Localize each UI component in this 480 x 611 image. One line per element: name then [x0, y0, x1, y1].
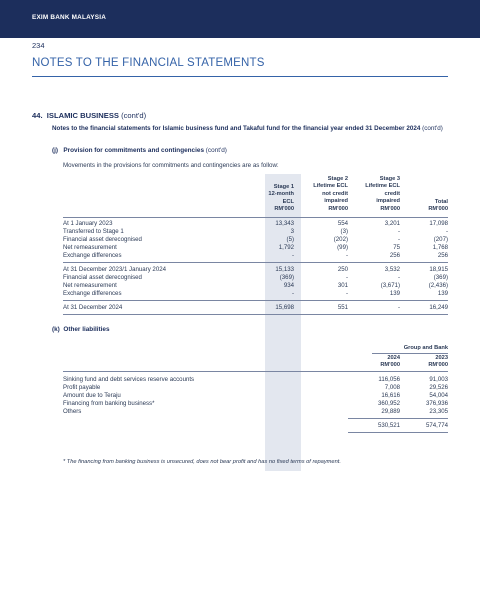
col-header-stage2: Stage 2 Lifetime ECL not credit impaired RM'000	[313, 176, 348, 212]
cell-stage3: -	[397, 274, 400, 281]
cell-stage3: (3,671)	[380, 282, 400, 289]
cell-stage2: 250	[337, 266, 348, 273]
section-number: 44.	[32, 111, 43, 120]
section-title: ISLAMIC BUSINESS	[46, 111, 119, 120]
cell-2024: 16,616	[381, 392, 400, 399]
cell-stage2: 551	[337, 304, 348, 311]
table-k-total-rule-top	[348, 418, 448, 419]
total-2023: 574,774	[425, 422, 448, 429]
table-k-header-rule	[63, 371, 448, 372]
cell-stage1: 934	[283, 282, 294, 289]
cell-stage2: (3)	[340, 228, 348, 235]
table-k-total-rule-bottom	[348, 432, 448, 433]
cell-2023: 23,305	[429, 408, 448, 415]
cell-2023: 54,004	[429, 392, 448, 399]
row-label: Profit payable	[63, 384, 101, 391]
table-j-subtotal-rule	[63, 262, 448, 263]
row-label: Financial asset derecognised	[63, 236, 142, 243]
footnote: * The financing from banking business is unsecured, does not bear profit and has no fixed terms of repayment.	[63, 459, 341, 465]
row-label: At 1 January 2023	[63, 220, 113, 227]
cell-total: -	[445, 228, 448, 235]
cell-stage1: (5)	[286, 236, 294, 243]
group-and-bank-header: Group and Bank	[403, 345, 448, 351]
cell-total: 139	[437, 290, 448, 297]
subsection-k-letter: (k)	[52, 326, 60, 333]
cell-total: (2,436)	[428, 282, 448, 289]
row-label: Financing from banking business*	[63, 400, 155, 407]
row-label: Sinking fund and debt services reserve accounts	[63, 376, 195, 383]
row-label: Financial asset derecognised	[63, 274, 142, 281]
intro-text: Notes to the financial statements for Islamic business fund and Takaful fund for the financial year ended 31 December 2024	[52, 125, 421, 132]
cell-stage3: 256	[389, 252, 400, 259]
cell-stage3: 139	[389, 290, 400, 297]
cell-2023: 91,003	[429, 376, 448, 383]
cell-stage1: (369)	[279, 274, 294, 281]
page-number: 234	[32, 41, 45, 50]
cell-total: (207)	[433, 236, 448, 243]
group-header-rule	[372, 353, 448, 354]
cell-stage2: -	[345, 290, 348, 297]
page-title: NOTES TO THE FINANCIAL STATEMENTS	[32, 57, 265, 69]
cell-stage1: 3	[290, 228, 294, 235]
cell-2023: 376,936	[425, 400, 448, 407]
cell-stage3: -	[397, 236, 400, 243]
cell-2023: 29,526	[429, 384, 448, 391]
cell-stage2: 301	[337, 282, 348, 289]
col-header-2024: 2024 RM'000	[380, 355, 400, 369]
row-label: Transferred to Stage 1	[63, 228, 124, 235]
cell-stage2: (99)	[337, 244, 348, 251]
table-j-header-rule	[63, 217, 448, 218]
intro-cont: (cont'd)	[422, 125, 443, 132]
row-label: Others	[63, 408, 82, 415]
cell-stage3: -	[397, 228, 400, 235]
cell-total: 1,768	[432, 244, 448, 251]
cell-stage2: (202)	[333, 236, 348, 243]
cell-stage3: 75	[393, 244, 400, 251]
cell-stage2: -	[345, 274, 348, 281]
stage1-column-shade	[265, 174, 301, 471]
cell-stage1: 15,698	[275, 304, 294, 311]
cell-stage3: 3,532	[384, 266, 400, 273]
intro-paragraph	[52, 125, 452, 133]
cell-stage1: 15,133	[275, 266, 294, 273]
cell-stage3: -	[397, 304, 400, 311]
row-label: Exchange differences	[63, 252, 122, 259]
section-cont: (cont'd)	[121, 111, 147, 120]
cell-stage1: -	[291, 290, 294, 297]
col-header-total: Total RM'000	[428, 199, 448, 213]
row-label: Exchange differences	[63, 290, 122, 297]
bank-name: EXIM BANK MALAYSIA	[32, 14, 107, 21]
subsection-j-heading	[52, 147, 227, 154]
subsection-j-title: Provision for commitments and contingencies	[63, 147, 204, 154]
cell-stage2: 554	[337, 220, 348, 227]
cell-total: 17,098	[429, 220, 448, 227]
section-heading	[32, 111, 146, 120]
cell-total: 16,249	[429, 304, 448, 311]
cell-2024: 116,056	[378, 376, 400, 383]
cell-stage1: -	[291, 252, 294, 259]
cell-stage2: -	[345, 252, 348, 259]
cell-total: 18,915	[429, 266, 448, 273]
row-label: At 31 December 2023/1 January 2024	[63, 266, 166, 273]
row-label: Amount due to Teraju	[63, 392, 121, 399]
row-label: Net remeasurement	[63, 244, 117, 251]
row-label: At 31 December 2024	[63, 304, 123, 311]
cell-2024: 29,889	[381, 408, 400, 415]
subsection-j-description: Movements in the provisions for commitments and contingencies are as follow:	[63, 162, 279, 169]
row-label: Net remeasurement	[63, 282, 117, 289]
header-band	[0, 0, 480, 38]
col-header-stage3: Stage 3 Lifetime ECL credit impaired RM'000	[365, 176, 400, 212]
subsection-j-letter: (j)	[52, 147, 59, 154]
cell-stage1: 1,792	[278, 244, 294, 251]
subsection-k-heading	[52, 326, 110, 333]
cell-total: (369)	[433, 274, 448, 281]
cell-total: 256	[437, 252, 448, 259]
cell-2024: 7,008	[384, 384, 400, 391]
cell-2024: 360,952	[377, 400, 400, 407]
table-j-closing-rule-bottom	[63, 314, 448, 315]
subsection-k-title: Other liabilities	[63, 326, 110, 333]
table-j-closing-rule-top	[63, 300, 448, 301]
total-2024: 530,521	[377, 422, 400, 429]
cell-stage1: 13,343	[275, 220, 294, 227]
title-divider	[32, 76, 448, 77]
subsection-j-cont: (cont'd)	[205, 147, 227, 154]
cell-stage3: 3,201	[384, 220, 400, 227]
col-header-2023: 2023 RM'000	[428, 355, 448, 369]
col-header-stage1: Stage 1 12-month ECL RM'000	[268, 184, 294, 213]
